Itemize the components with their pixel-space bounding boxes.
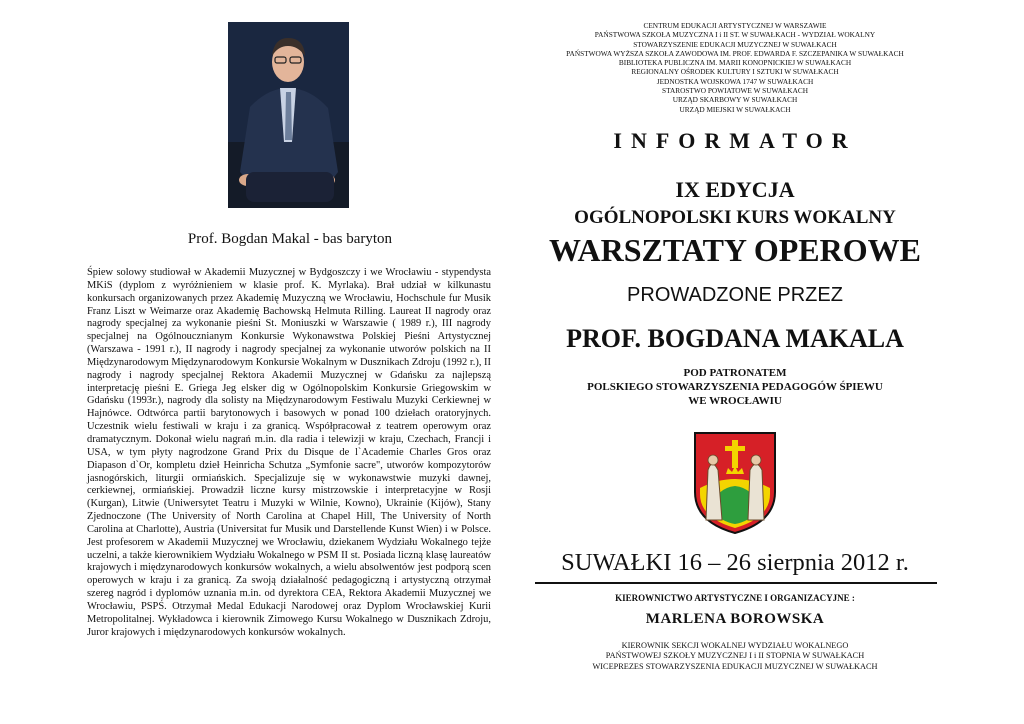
course-heading: OGÓLNOPOLSKI KURS WOKALNY bbox=[574, 207, 896, 228]
patronage-line: WE WROCŁAWIU bbox=[688, 395, 782, 407]
informator-heading: INFORMATOR bbox=[613, 128, 857, 153]
organizer-line: STOWARZYSZENIE EDUKACJI MUZYCZNEJ W SUWAŁKACH bbox=[633, 39, 837, 49]
biography-text bbox=[87, 267, 491, 639]
led-by-label: PROWADZONE PRZEZ bbox=[627, 284, 843, 306]
portrait-figure bbox=[228, 22, 349, 208]
organizer-line: JEDNOSTKA WOJSKOWA 1747 W SUWAŁKACH bbox=[656, 76, 814, 86]
organizers-list bbox=[530, 21, 940, 114]
organizer-line: PAŃSTWOWA WYŻSZA SZKOŁA ZAWODOWA IM. PROF. EDWARDA F. SZCZEPANIKA W SUWAŁKACH bbox=[566, 48, 904, 58]
organizer-line: STAROSTWO POWIATOWE W SUWAŁKACH bbox=[662, 86, 808, 96]
workshop-heading: WARSZTATY OPEROWE bbox=[549, 232, 921, 268]
suwalki-coat-of-arms-icon bbox=[692, 430, 778, 536]
organizer-line: PAŃSTWOWA SZKOŁA MUZYCZNA I i II ST. W SUWAŁKACH - WYDZIAŁ WOKALNY bbox=[594, 30, 876, 40]
organizer-line: URZĄD SKARBOWY W SUWAŁKACH bbox=[672, 95, 798, 105]
director-roles bbox=[530, 641, 940, 672]
patronage-line: POD PATRONATEM bbox=[683, 367, 787, 379]
divider-rule bbox=[535, 582, 937, 584]
organizer-line: REGIONALNY OŚRODEK KULTURY I SZTUKI W SUWAŁKACH bbox=[631, 67, 839, 77]
portrait-photo bbox=[228, 22, 349, 208]
director-name: MARLENA BOROWSKA bbox=[645, 611, 825, 627]
organizer-line: CENTRUM EDUKACJI ARTYSTYCZNEJ W WARSZAWIE bbox=[643, 21, 827, 30]
patronage-line: POLSKIEGO STOWARZYSZENIA PEDAGOGÓW ŚPIEWU bbox=[587, 381, 883, 393]
edition-heading: IX EDYCJA bbox=[675, 177, 795, 202]
leader-name: PROF. BOGDANA MAKALA bbox=[566, 324, 904, 353]
organizer-line: URZĄD MIEJSKI W SUWAŁKACH bbox=[679, 104, 791, 114]
direction-label: KIEROWNICTWO ARTYSTYCZNE I ORGANIZACYJNE : bbox=[615, 593, 855, 603]
organizer-line: BIBLIOTEKA PUBLICZNA IM. MARII KONOPNICKIEJ W SUWAŁKACH bbox=[618, 58, 852, 68]
director-role-line: KIEROWNIK SEKCJI WOKALNEJ WYDZIAŁU WOKALNEGO bbox=[621, 641, 849, 650]
patronage-block bbox=[530, 366, 940, 408]
director-role-line: WICEPREZES STOWARZYSZENIA EDUKACJI MUZYCZNEJ W SUWAŁKACH bbox=[592, 661, 878, 671]
director-role-line: PAŃSTWOWEJ SZKOŁY MUZYCZNEJ I i II STOPNIA W SUWAŁKACH bbox=[605, 651, 865, 661]
portrait-caption: Prof. Bogdan Makal - bas baryton bbox=[187, 231, 393, 247]
biography-paragraph: Śpiew solowy studiował w Akademii Muzycznej w Bydgoszczy i we Wrocławiu - stypendysta MKiS (dyplom z wyróżnieniem w klasie prof. K. Myrlaka). Brał udział w kilkunastu konkursach organizowanych przez Akademię Muzyczną we Wrocławiu, Hochschule fur Musik Franz Liszt w Weimarze oraz Akademię Bachowską Helmuta Rilling. Laureat II nagrody oraz nagrody specjalnej za wykonanie pieśni St. Moniuszki w Warszawie ( 1989 r.), III nagrody specjalnej na Ogólnoucznianym Konkursie Wykonawstwa Polskiej Pieśni Artystycznej (Warszawa - 1991 r.), II nagrody i nagrody specjalnej za wykonanie utworów polskich na II Międzynarodowym Międzynarodowym Konkursie Wokalnym w Dusznikach Zdroju (1992 r.), II nagrody i nagrody specjalnej Rektora Akademii Muzycznej w Gdańsku za najlepszą interpretację pieśni E. Griega Jeg elsker dig w Ogólnopolskim Konkursie Griegowskim w Gdańsku (1993r.), nagrody dla solisty na Międzynarodowym Festiwalu Muzyki Cerkiewnej w Hajnówce. Odtwórca partii barytonowych i basowych w ponad 100 dziełach oratoryjnych. Uczestnik wielu festiwali w kraju i za granicą. Współpracował z teatrem operowym oraz dramatycznym. Dokonał wielu nagrań m.in. dla radia i telewizji w kraju, Czechach, Francji i USA, w tym płyty nagrodzone Grand Prix du Disque de l`Academie Charles Gros oraz Diapason d`Or, kompletu dzieł Heinricha Schutza „Symfonie sacre", utworów kompozytorów jasnogórskich, liturgii ormiańskich. Specjalizuje się w wykonawstwie muzyki dawnej, cerkiewnej, ormiańskiej. Prowadził liczne kursy mistrzowskie i interpretacyjne w Rosji (Kurgan), Litwie (Uniwersytet Teatru i Muzyki w Wilnie, Kowno), Ukrainie (Kijów), Stany Zjednoczone (The University of North Carolina at Chapel Hill, The University of North Carolina at Charlotte), Austria (Universitat fur Musik und Darstellende Kunst Wien) i w Polsce. Jest profesorem w Akademii Muzycznej we Wrocławiu, dziekanem Wydziału Wokalnego tejże uczelni, a także kierownikiem Wydziału Wokalnego w PSM II st. Posiada liczną klasę laureatów krajowych i międzynarodowych konkursów wokalnych, a wielu absolwentów jest podporą scen operowych w kraju i za granicą. Za swoją działalność pedagogiczną i artystyczną otrzymał szereg nagród i dyplomów uznania m.in. od dyrektora CEA, Rektora Akademii Muzycznej we Wrocławiu, PSPŚ. Otrzymał Medal Edukacji Narodowej oraz Dyplom Wrocławskiej Kurii Metropolitalnej. Wykładowca i kierownik Zimowego Kursu Wokalnego w Dusznikach Zdroju, Juror krajowych i międzynarodowych konkursów wokalnych. bbox=[87, 267, 491, 638]
event-date-place: SUWAŁKI 16 – 26 sierpnia 2012 r. bbox=[561, 549, 909, 576]
